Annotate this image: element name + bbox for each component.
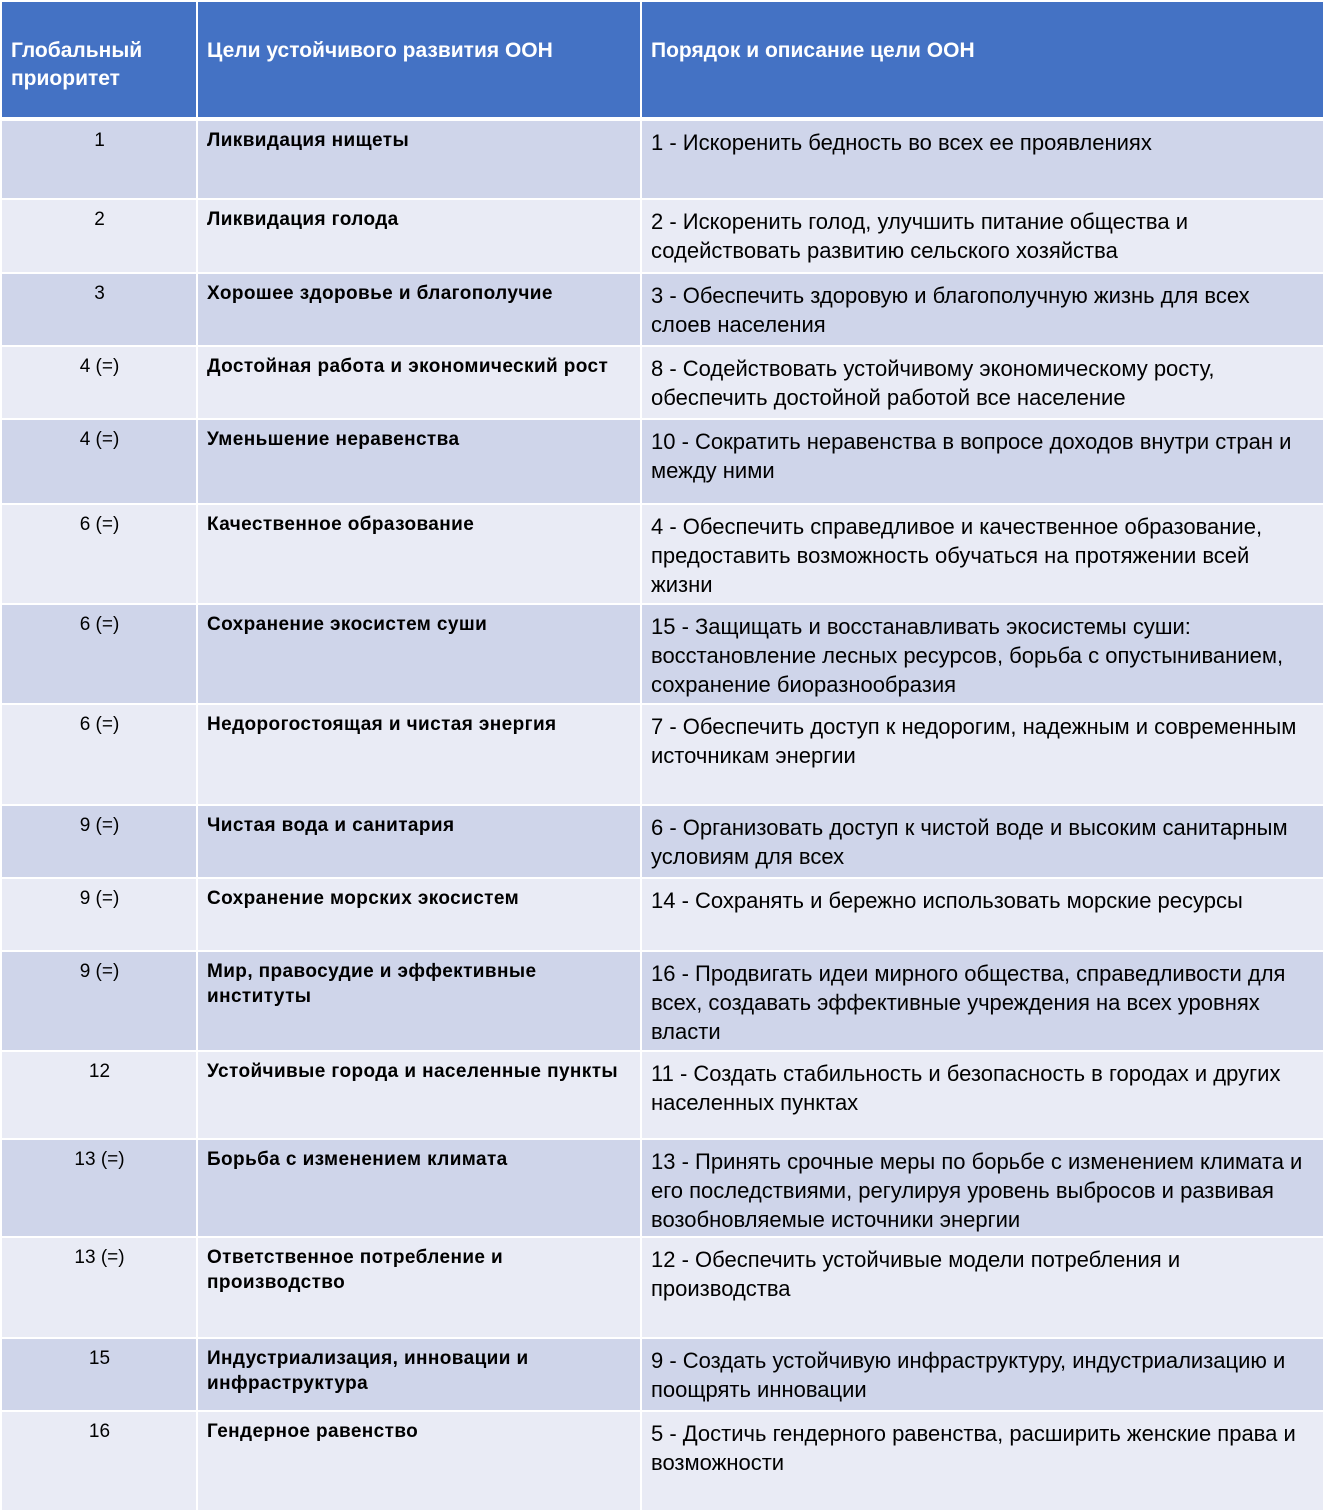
rank-cell: 6 (=): [1, 704, 197, 805]
rank-cell: 13 (=): [1, 1139, 197, 1237]
table-row: [1, 1051, 1323, 1139]
goal-cell: Чистая вода и санитария: [197, 805, 641, 878]
description-cell: 8 - Содействовать устойчивому экономическому росту, обеспечить достойной работой все население: [641, 346, 1323, 419]
goal-cell: Хорошее здоровье и благополучие: [197, 273, 641, 346]
rank-cell: 6 (=): [1, 604, 197, 704]
description-cell: 13 - Принять срочные меры по борьбе с изменением климата и его последствиями, регулируя уровень выбросов и развивая возобновляемые источники энергии: [641, 1139, 1323, 1237]
table-row: [1, 1338, 1323, 1411]
goal-cell: Недорогостоящая и чистая энергия: [197, 704, 641, 805]
table-header-row: [1, 1, 1323, 119]
goal-cell: Мир, правосудие и эффективные институты: [197, 951, 641, 1051]
table-row: [1, 1139, 1323, 1237]
description-cell: 6 - Организовать доступ к чистой воде и высоким санитарным условиям для всех: [641, 805, 1323, 878]
goal-cell: Ответственное потребление и производство: [197, 1237, 641, 1338]
goal-cell: Сохранение морских экосистем: [197, 878, 641, 951]
rank-cell: 3: [1, 273, 197, 346]
description-cell: 10 - Сократить неравенства в вопросе доходов внутри стран и между ними: [641, 419, 1323, 504]
goal-cell: Ликвидация голода: [197, 199, 641, 273]
description-cell: 12 - Обеспечить устойчивые модели потребления и производства: [641, 1237, 1323, 1338]
header-goal-description: Порядок и описание цели ООН: [641, 1, 1323, 119]
description-cell: 11 - Создать стабильность и безопасность в городах и других населенных пунктах: [641, 1051, 1323, 1139]
table-row: [1, 419, 1323, 504]
rank-cell: 13 (=): [1, 1237, 197, 1338]
rank-cell: 2: [1, 199, 197, 273]
rank-cell: 16: [1, 1411, 197, 1511]
goal-cell: Сохранение экосистем суши: [197, 604, 641, 704]
table-row: [1, 878, 1323, 951]
description-cell: 2 - Искоренить голод, улучшить питание общества и содействовать развитию сельского хозяйства: [641, 199, 1323, 273]
goal-cell: Индустриализация, инновации и инфраструктура: [197, 1338, 641, 1411]
rank-cell: 1: [1, 119, 197, 199]
table-row: [1, 951, 1323, 1051]
table-row: [1, 119, 1323, 199]
rank-cell: 6 (=): [1, 504, 197, 604]
table-row: [1, 504, 1323, 604]
description-cell: 15 - Защищать и восстанавливать экосистемы суши: восстановление лесных ресурсов, борьба с опустыниванием, сохранение биоразнообразия: [641, 604, 1323, 704]
goal-cell: Борьба с изменением климата: [197, 1139, 641, 1237]
table-row: [1, 604, 1323, 704]
header-global-priority: Глобальный приоритет: [1, 1, 197, 119]
table-row: [1, 346, 1323, 419]
rank-cell: 4 (=): [1, 346, 197, 419]
rank-cell: 9 (=): [1, 951, 197, 1051]
description-cell: 5 - Достичь гендерного равенства, расширить женские права и возможности: [641, 1411, 1323, 1511]
table-row: [1, 273, 1323, 346]
table-row: [1, 704, 1323, 805]
goal-cell: Устойчивые города и населенные пункты: [197, 1051, 641, 1139]
description-cell: 4 - Обеспечить справедливое и качественное образование, предоставить возможность обучаться на протяжении всей жизни: [641, 504, 1323, 604]
table-row: [1, 805, 1323, 878]
header-sdg-goals: Цели устойчивого развития ООН: [197, 1, 641, 119]
description-cell: 3 - Обеспечить здоровую и благополучную жизнь для всех слоев населения: [641, 273, 1323, 346]
rank-cell: 9 (=): [1, 805, 197, 878]
goal-cell: Гендерное равенство: [197, 1411, 641, 1511]
rank-cell: 9 (=): [1, 878, 197, 951]
table-row: [1, 1411, 1323, 1511]
description-cell: 1 - Искоренить бедность во всех ее проявлениях: [641, 119, 1323, 199]
goal-cell: Ликвидация нищеты: [197, 119, 641, 199]
description-cell: 14 - Сохранять и бережно использовать морские ресурсы: [641, 878, 1323, 951]
table-row: [1, 199, 1323, 273]
rank-cell: 12: [1, 1051, 197, 1139]
table-row: [1, 1237, 1323, 1338]
description-cell: 16 - Продвигать идеи мирного общества, справедливости для всех, создавать эффективные учреждения на всех уровнях власти: [641, 951, 1323, 1051]
description-cell: 7 - Обеспечить доступ к недорогим, надежным и современным источникам энергии: [641, 704, 1323, 805]
rank-cell: 15: [1, 1338, 197, 1411]
rank-cell: 4 (=): [1, 419, 197, 504]
goal-cell: Достойная работа и экономический рост: [197, 346, 641, 419]
description-cell: 9 - Создать устойчивую инфраструктуру, индустриализацию и поощрять инновации: [641, 1338, 1323, 1411]
goal-cell: Уменьшение неравенства: [197, 419, 641, 504]
goal-cell: Качественное образование: [197, 504, 641, 604]
